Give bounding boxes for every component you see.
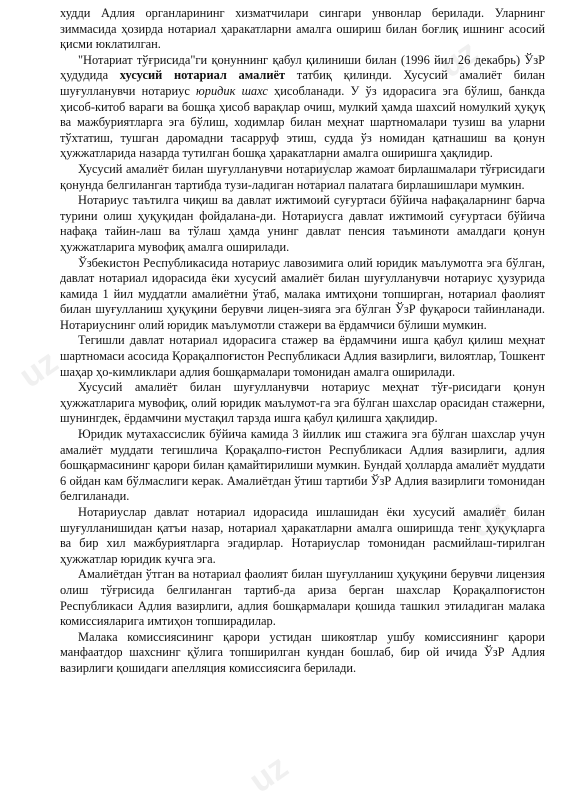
- paragraph: Хусусий амалиёт билан шуғулланувчи нотариус меҳнат тўғ-рисидаги қонун ҳужжатларига мувофиқ, олий юридик маълумот-га эга бўлган шахслар орасидан стажерни, шунингдек, ёрдамчини мустақил тарзда ишга қабул қилишга ҳақлидир.: [60, 380, 545, 426]
- text-run: ҳисобланади. У ўз идорасига эга бўлиш, банкда ҳисоб-китоб вараги ва бошқа ҳисоб варақлар очиш, мулкий ҳамда шахсий номулкий ҳуқуқ ва мажбуриятларга эга бўлиш, ходимлар билан меҳнат шартномалари тузиш ва уларни тўхтатиш, тушган даромадни тасарруф этиш, судда ўз номидан қатнашиш ва қонун ҳужжатларида назарда тутилган бошқа ҳаракатларни амалга оширишга ҳақлидир.: [60, 83, 545, 161]
- text-run: татбиқ қилинди. Хусусий амалиёт билан шуғулланувчи нотариус: [60, 68, 546, 98]
- paragraph: [60, 53, 545, 162]
- paragraph: Нотариус таътилга чиқиш ва давлат ижтимоий суғуртаси бўйича нафақаларнинг барча турини олиш ҳуқуқидан фойдалана-ди. Нотариусга давлат ижтимоий суғуртаси бўйича нафақа тайин-лаш ва тўлаш ҳамда унинг давлат пенсия таъминоти амалдаги қонун ҳужжатларига мувофиқ амалга оширилади.: [60, 193, 545, 254]
- text-run: "Нотариат тўғрисида"ги қонуннинг қабул қилиниши билан (1996 йил 26 декабрь) ЎзР ҳудудида: [60, 52, 545, 83]
- paragraph: Тегишли давлат нотариал идорасига стажер ва ёрдамчини ишга қабул қилиш меҳнат шартномаси асосида Қорақалпоғистон Республикаси Адлия вазирлиги, вилоятлар, Тошкент шаҳар ҳо-кимликлари адлия бошқармалари томонидан амалга оширилади.: [60, 333, 545, 379]
- watermark: uz: [12, 342, 65, 396]
- bold-term: хусусий нотариал амалиёт: [119, 68, 286, 83]
- document-page: [60, 6, 545, 677]
- paragraph: Ўзбекистон Республикасида нотариус лавозимига олий юридик маълумотга эга бўлган, давлат нотариал идорасида ёки хусусий амалиёт билан шуғулланувчи нотариус ҳузурида камида 1 йил муддатли амалиётни ўтаб, малака имтиҳони топширган, нотариал фаолият билан шуғулланиш ҳуқуқини берувчи лицен-зияга эга бўлган ЎзР фуқароси тайинланади. Нотариуснинг олий юридик маълумотли стажери ва ёрдамчиси бўлиши мумкин.: [60, 255, 545, 332]
- watermark: uz: [242, 747, 295, 801]
- watermark: uz: [292, 142, 345, 196]
- paragraph: Нотариуслар давлат нотариал идорасида ишлашидан ёки хусусий амалиёт билан шуғулланишидан қатъи назар, нотариал ҳаракатларни амалга оширишда тенг ҳуқуқларга ва бир хил мажбуриятларга эгадирлар. Нотариуслар томонидан расмийлаш-тирилган ҳужжатлар юридик кучга эга.: [60, 505, 545, 566]
- paragraph: Амалиётдан ўтган ва нотариал фаолият билан шуғулланиш ҳуқуқини берувчи лицензия олиш тўғрисида белгиланган тартиб-да ариза берган шахслар Қорақалпоғистон Республикаси Адлия вазирлиги, адлия бошқармалари қошида ташкил этиладиган малака комиссияларига имтиҳон топширадилар.: [60, 567, 545, 629]
- watermark: uz: [462, 492, 515, 546]
- paragraph: Юридик мутахассислик бўйича камида 3 йиллик иш стажига эга бўлган шахслар учун амалиёт муддати тегишлича Қорақалпо-ғистон Республикаси Адлия вазирлиги, адлия бошқармасининг қарори билан қамайтирилиши мумкин. Бундай ҳолларда амалиёт муддати 6 ойдан кам бўлмаслиги керак. Амалиётдан ўтиш тартиби ЎзР Адлия вазирлиги томонидан белгиланади.: [60, 427, 545, 504]
- paragraph: Хусусий амалиёт билан шуғулланувчи нотариуслар жамоат бирлашмалари тўғрисидаги қонунда белгиланган тартибда тузи-ладиган нотариал палатага бирлашишлари мумкин.: [60, 161, 545, 192]
- italic-term: юридик шахс: [196, 83, 268, 98]
- paragraph: Малака комиссиясининг қарори устидан шикоятлар ушбу комиссиянинг қарори манфаатдор шахснинг қўлига топширилган кундан бошлаб, бир ой ичида ЎзР Адлия вазирлиги қошидаги апелляция комиссиясига берилади.: [60, 629, 545, 675]
- watermark: uz: [432, 32, 485, 86]
- paragraph: худди Адлия органларининг хизматчилари сингари унвонлар берилади. Уларнинг зиммасида ҳозирда нотариал ҳаракатларни амалга ошириш билан боғлиқ ишнинг асосий қисми юклатилган.: [60, 6, 545, 52]
